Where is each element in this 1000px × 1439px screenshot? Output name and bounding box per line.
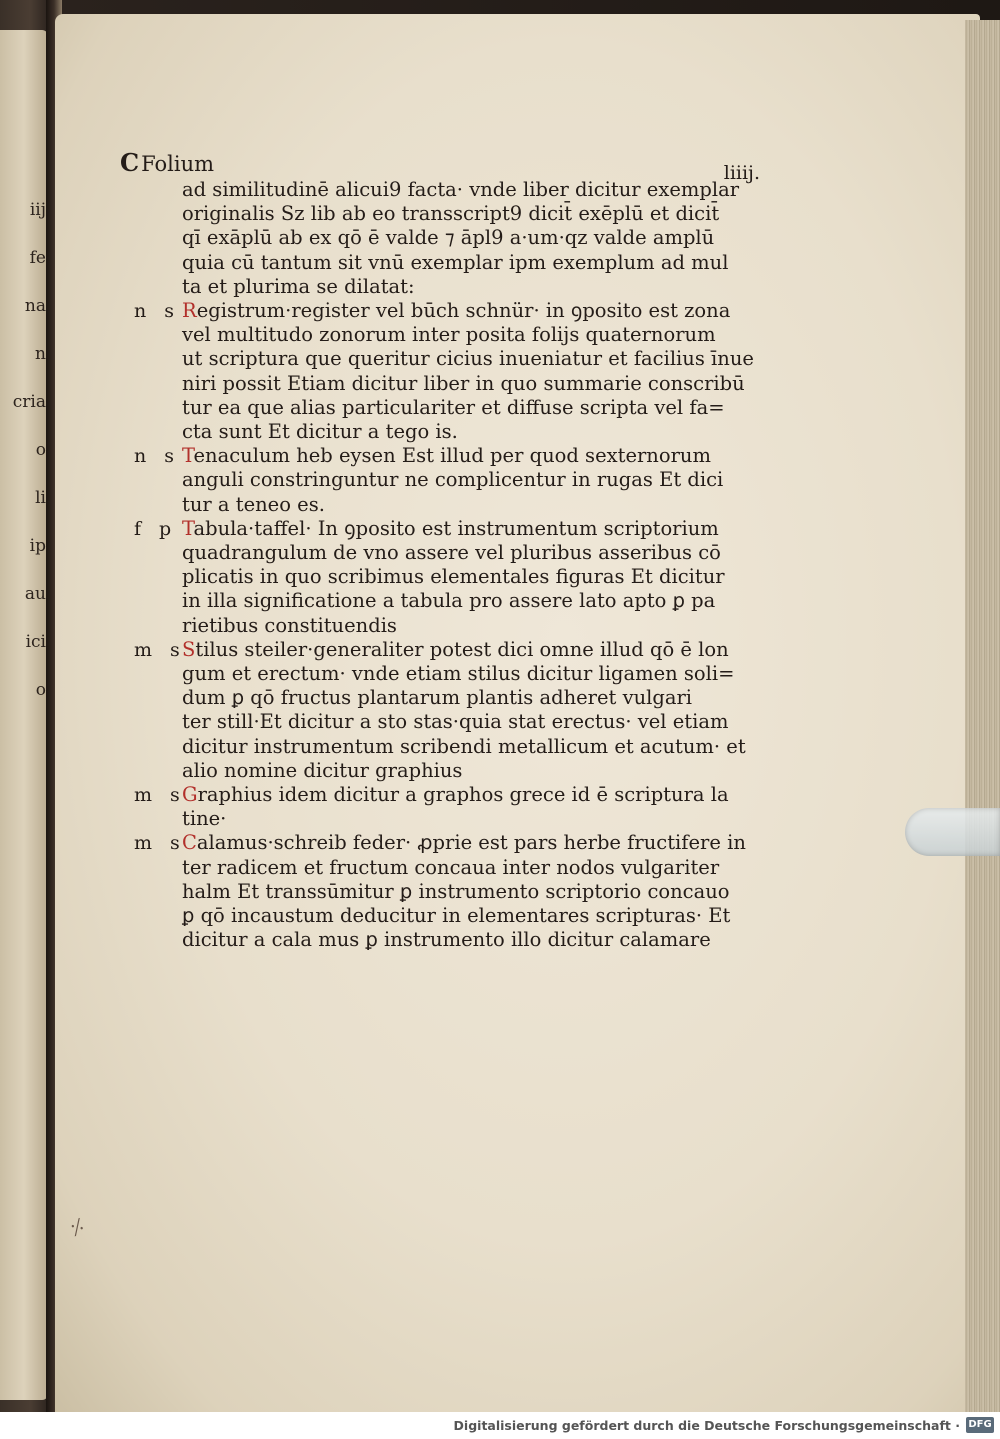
grammar-tag: f — [134, 517, 142, 540]
grammar-tag: s — [170, 784, 180, 807]
glossary-entry — [120, 783, 760, 831]
header-initial: C — [120, 148, 140, 177]
text-line: originalis Sz lib ab eo transscript9 dicit̄ exēplū et dicit̄ — [182, 202, 720, 226]
glossary-entry — [120, 517, 760, 638]
dfg-logo: DFG — [966, 1417, 994, 1433]
text-line: tine· — [182, 807, 227, 831]
intro-paragraph — [120, 178, 760, 299]
footer-bar — [0, 1412, 1000, 1439]
entry-headword-line: Tabula·taffel· In ꝯposito est instrumentum scriptorium — [182, 516, 719, 540]
text-line: niri possit Etiam dicitur liber in quo summarie conscribū — [182, 371, 745, 395]
left-facing-page — [0, 30, 48, 1400]
entry-headword-line: Tenaculum heb eysen Est illud per quod sexternorum — [182, 444, 711, 468]
text-line: rietibus constituendis — [182, 613, 397, 637]
left-page-fragment: n — [35, 344, 46, 364]
text-line: ꝑ qō incaustum deducitur in elementares scripturas· Et — [182, 904, 731, 928]
entry-headword-line: Calamus·schreib feder· ꝓprie est pars herbe fructifere in — [182, 831, 746, 855]
text-line: quadrangulum de vno assere vel pluribus asseribus cō — [182, 541, 721, 565]
grammar-tag: p — [159, 517, 172, 540]
grammar-tags — [134, 299, 192, 323]
left-page-fragment: ici — [25, 632, 46, 652]
grammar-tags — [134, 831, 198, 855]
text-line: qī exāplū ab ex qō ē valde ⁊ āpl9 a·um·qz valde amplū — [182, 226, 715, 250]
entry-headword-line: Graphius idem dicitur a graphos grece id ē scriptura la — [182, 783, 729, 807]
page-text — [120, 148, 760, 953]
left-page-fragment: na — [24, 296, 46, 316]
grammar-tag: n — [134, 300, 147, 323]
text-line: tur a teneo es. — [182, 492, 325, 516]
text-line: dum ꝑ qō fructus plantarum plantis adheret vulgari — [182, 686, 693, 710]
text-line: ad similitudinē alicui9 facta· vnde liber dicitur exemplar — [182, 178, 740, 201]
text-line: quia cū tantum sit vnū exemplar ipm exemplum ad mul — [182, 250, 729, 274]
grammar-tag: m — [134, 832, 153, 855]
grammar-tag: m — [134, 638, 153, 661]
text-line: vel multitudo zonorum inter posita folijs quaternorum — [182, 323, 716, 347]
text-line: tur ea que alias particulariter et diffuse scripta vel fa= — [182, 395, 725, 419]
running-header — [120, 148, 760, 184]
entry-headword-line: Stilus steiler·generaliter potest dici omne illud qō ē lon — [182, 637, 729, 661]
leaf-number: liiij. — [723, 162, 760, 184]
grammar-tags — [134, 517, 189, 541]
margin-mark: ⸓ — [66, 1214, 89, 1243]
glossary-entries — [120, 299, 760, 952]
entry-headword-line: Registrum·register vel būch schnür· in ꝯposito est zona — [182, 299, 731, 323]
text-line: gum et erectum· vnde etiam stilus dicitur ligamen soli= — [182, 662, 735, 686]
page-marker-tab — [905, 808, 1000, 856]
header-word: Folium — [141, 152, 215, 176]
left-page-fragment: o — [35, 680, 46, 700]
text-line: halm Et transsūmitur ꝑ instrumento scriptorio concauo — [182, 879, 730, 903]
glossary-entry — [120, 638, 760, 783]
text-line: ta et plurima se dilatat: — [182, 274, 415, 298]
glossary-entry — [120, 299, 760, 444]
text-line: dicitur instrumentum scribendi metallicum et acutum· et — [182, 734, 746, 758]
glossary-entry — [120, 831, 760, 952]
text-line: dicitur a cala mus ꝑ instrumento illo dicitur calamare — [182, 928, 711, 952]
grammar-tag: s — [164, 445, 175, 468]
left-page-fragment: cria — [12, 392, 46, 412]
text-line: anguli constringuntur ne complicentur in rugas Et dici — [182, 468, 724, 492]
left-page-fragment: fe — [29, 248, 46, 268]
grammar-tag: s — [164, 300, 175, 323]
grammar-tags — [134, 444, 192, 468]
text-line: in illa significatione a tabula pro assere lato apto ꝑ pa — [182, 589, 716, 613]
left-page-fragment: iij — [29, 200, 46, 220]
text-line: alio nomine dicitur graphius — [182, 758, 463, 782]
page-edges — [965, 20, 1000, 1412]
grammar-tags — [134, 783, 198, 807]
left-page-fragment: li — [35, 488, 46, 508]
grammar-tag: s — [170, 832, 180, 855]
text-line: cta sunt Et dicitur a tego is. — [182, 420, 458, 444]
left-page-fragment: ip — [29, 536, 46, 556]
text-line: ter still·Et dicitur a sto stas·quia stat erectus· vel etiam — [182, 710, 729, 734]
grammar-tag: m — [134, 784, 153, 807]
left-page-fragment: au — [24, 584, 46, 604]
glossary-entry — [120, 444, 760, 517]
text-line: ter radicem et fructum concaua inter nodos vulgariter — [182, 855, 720, 879]
left-page-fragment: o — [35, 440, 46, 460]
funding-credit: Digitalisierung gefördert durch die Deutsche Forschungsgemeinschaft · — [453, 1418, 960, 1433]
grammar-tag: s — [170, 638, 180, 661]
grammar-tag: n — [134, 445, 147, 468]
text-line: ut scriptura que queritur cicius inueniatur et facilius īnue — [182, 347, 754, 371]
text-line: plicatis in quo scribimus elementales figuras Et dicitur — [182, 565, 725, 589]
grammar-tags — [134, 638, 198, 662]
